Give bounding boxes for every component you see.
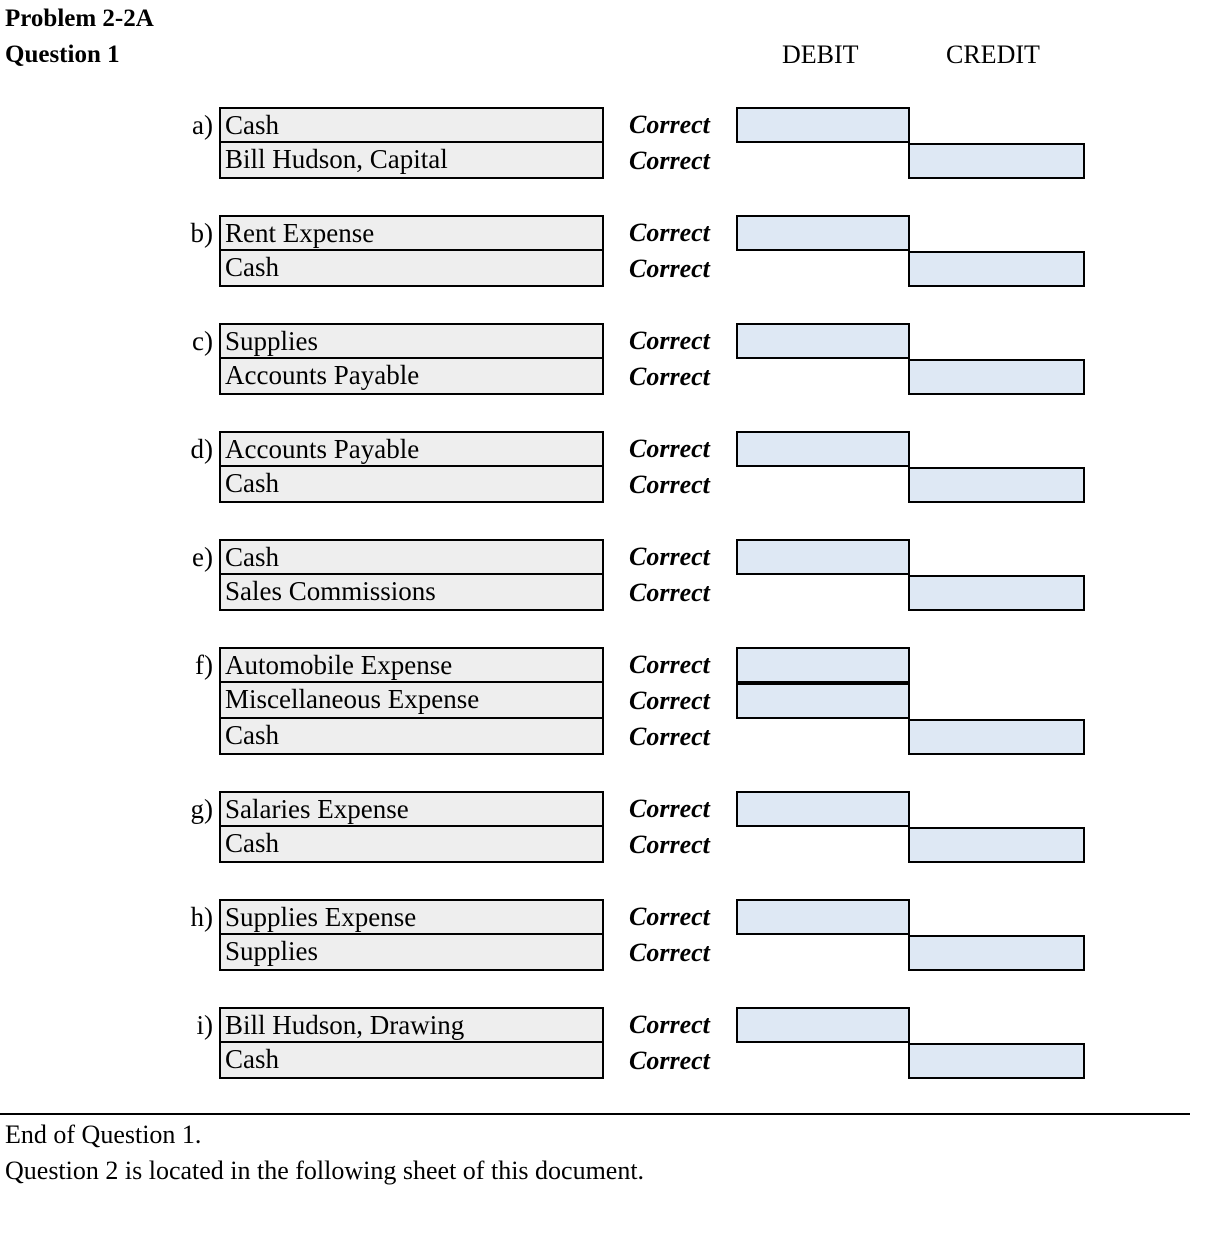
answer-status: Correct: [629, 254, 710, 283]
credit-amount-field[interactable]: [908, 827, 1085, 863]
account-name-field[interactable]: Cash: [219, 467, 604, 503]
entry-line: [0, 899, 1212, 935]
entry-letter: c): [192, 326, 213, 356]
answer-status: Correct: [629, 794, 710, 823]
credit-amount-field[interactable]: [908, 935, 1085, 971]
debit-amount-field[interactable]: [736, 215, 910, 251]
entry-line: [0, 683, 1212, 719]
account-name-field[interactable]: Cash: [219, 719, 604, 755]
entry-line: [0, 215, 1212, 251]
debit-amount-field[interactable]: [736, 899, 910, 935]
journal-entry: [0, 539, 1212, 611]
entry-line: [0, 359, 1212, 395]
account-name-field[interactable]: Supplies: [219, 323, 604, 359]
account-name-field[interactable]: Rent Expense: [219, 215, 604, 251]
answer-status: Correct: [629, 578, 710, 607]
entry-line: [0, 107, 1212, 143]
journal-entry: [0, 323, 1212, 395]
credit-amount-field[interactable]: [908, 359, 1085, 395]
account-name-field[interactable]: Miscellaneous Expense: [219, 683, 604, 719]
account-name-field[interactable]: Cash: [219, 251, 604, 287]
divider-line: [0, 1113, 1190, 1115]
credit-amount-field[interactable]: [908, 575, 1085, 611]
answer-status: Correct: [629, 830, 710, 859]
entry-letter: f): [195, 650, 213, 680]
journal-entry: [0, 215, 1212, 287]
answer-status: Correct: [629, 902, 710, 931]
answer-status: Correct: [629, 542, 710, 571]
entry-line: [0, 647, 1212, 683]
journal-entry: [0, 647, 1212, 755]
account-name-field[interactable]: Sales Commissions: [219, 575, 604, 611]
entry-line: [0, 935, 1212, 971]
account-name-field[interactable]: Cash: [219, 107, 604, 143]
answer-status: Correct: [629, 362, 710, 391]
debit-amount-field[interactable]: [736, 539, 910, 575]
entry-letter: i): [196, 1010, 213, 1040]
entry-line: [0, 791, 1212, 827]
entry-line: [0, 251, 1212, 287]
next-sheet-note: Question 2 is located in the following sheet of this document.: [5, 1156, 645, 1185]
debit-column-header: DEBIT: [782, 40, 859, 69]
debit-amount-field[interactable]: [736, 683, 910, 719]
account-name-field[interactable]: Cash: [219, 1043, 604, 1079]
answer-status: Correct: [629, 470, 710, 499]
entry-letter: e): [192, 542, 213, 572]
answer-status: Correct: [629, 218, 710, 247]
answer-status: Correct: [629, 1010, 710, 1039]
answer-status: Correct: [629, 938, 710, 967]
answer-status: Correct: [629, 146, 710, 175]
journal-entry: [0, 791, 1212, 863]
account-name-field[interactable]: Supplies: [219, 935, 604, 971]
answer-status: Correct: [629, 326, 710, 355]
entry-line: [0, 431, 1212, 467]
answer-status: Correct: [629, 650, 710, 679]
entry-line: [0, 467, 1212, 503]
account-name-field[interactable]: Supplies Expense: [219, 899, 604, 935]
debit-amount-field[interactable]: [736, 791, 910, 827]
account-name-field[interactable]: Automobile Expense: [219, 647, 604, 683]
account-name-field[interactable]: Bill Hudson, Drawing: [219, 1007, 604, 1043]
answer-status: Correct: [629, 722, 710, 751]
debit-amount-field[interactable]: [736, 431, 910, 467]
account-name-field[interactable]: Cash: [219, 539, 604, 575]
account-name-field[interactable]: Bill Hudson, Capital: [219, 143, 604, 179]
account-name-field[interactable]: Accounts Payable: [219, 359, 604, 395]
end-of-question-note: End of Question 1.: [5, 1120, 202, 1149]
question-title: Question 1: [5, 41, 120, 68]
account-name-field[interactable]: Cash: [219, 827, 604, 863]
debit-amount-field[interactable]: [736, 1007, 910, 1043]
credit-column-header: CREDIT: [946, 40, 1040, 69]
journal-entry: [0, 899, 1212, 971]
journal-entry: [0, 431, 1212, 503]
problem-title: Problem 2-2A: [5, 5, 154, 32]
debit-amount-field[interactable]: [736, 107, 910, 143]
entry-line: [0, 719, 1212, 755]
credit-amount-field[interactable]: [908, 719, 1085, 755]
entry-letter: d): [190, 434, 213, 464]
credit-amount-field[interactable]: [908, 143, 1085, 179]
answer-status: Correct: [629, 434, 710, 463]
entry-line: [0, 575, 1212, 611]
entry-line: [0, 1007, 1212, 1043]
credit-amount-field[interactable]: [908, 251, 1085, 287]
entry-line: [0, 1043, 1212, 1079]
answer-status: Correct: [629, 686, 710, 715]
journal-entry: [0, 1007, 1212, 1079]
entry-line: [0, 827, 1212, 863]
credit-amount-field[interactable]: [908, 467, 1085, 503]
debit-amount-field[interactable]: [736, 647, 910, 683]
entry-line: [0, 539, 1212, 575]
entry-letter: g): [190, 794, 213, 824]
entry-line: [0, 143, 1212, 179]
answer-status: Correct: [629, 1046, 710, 1075]
entry-letter: a): [192, 110, 213, 140]
entry-letter: h): [190, 902, 213, 932]
entry-line: [0, 323, 1212, 359]
account-name-field[interactable]: Salaries Expense: [219, 791, 604, 827]
entry-letter: b): [190, 218, 213, 248]
journal-entry: [0, 107, 1212, 179]
credit-amount-field[interactable]: [908, 1043, 1085, 1079]
answer-status: Correct: [629, 110, 710, 139]
debit-amount-field[interactable]: [736, 323, 910, 359]
account-name-field[interactable]: Accounts Payable: [219, 431, 604, 467]
